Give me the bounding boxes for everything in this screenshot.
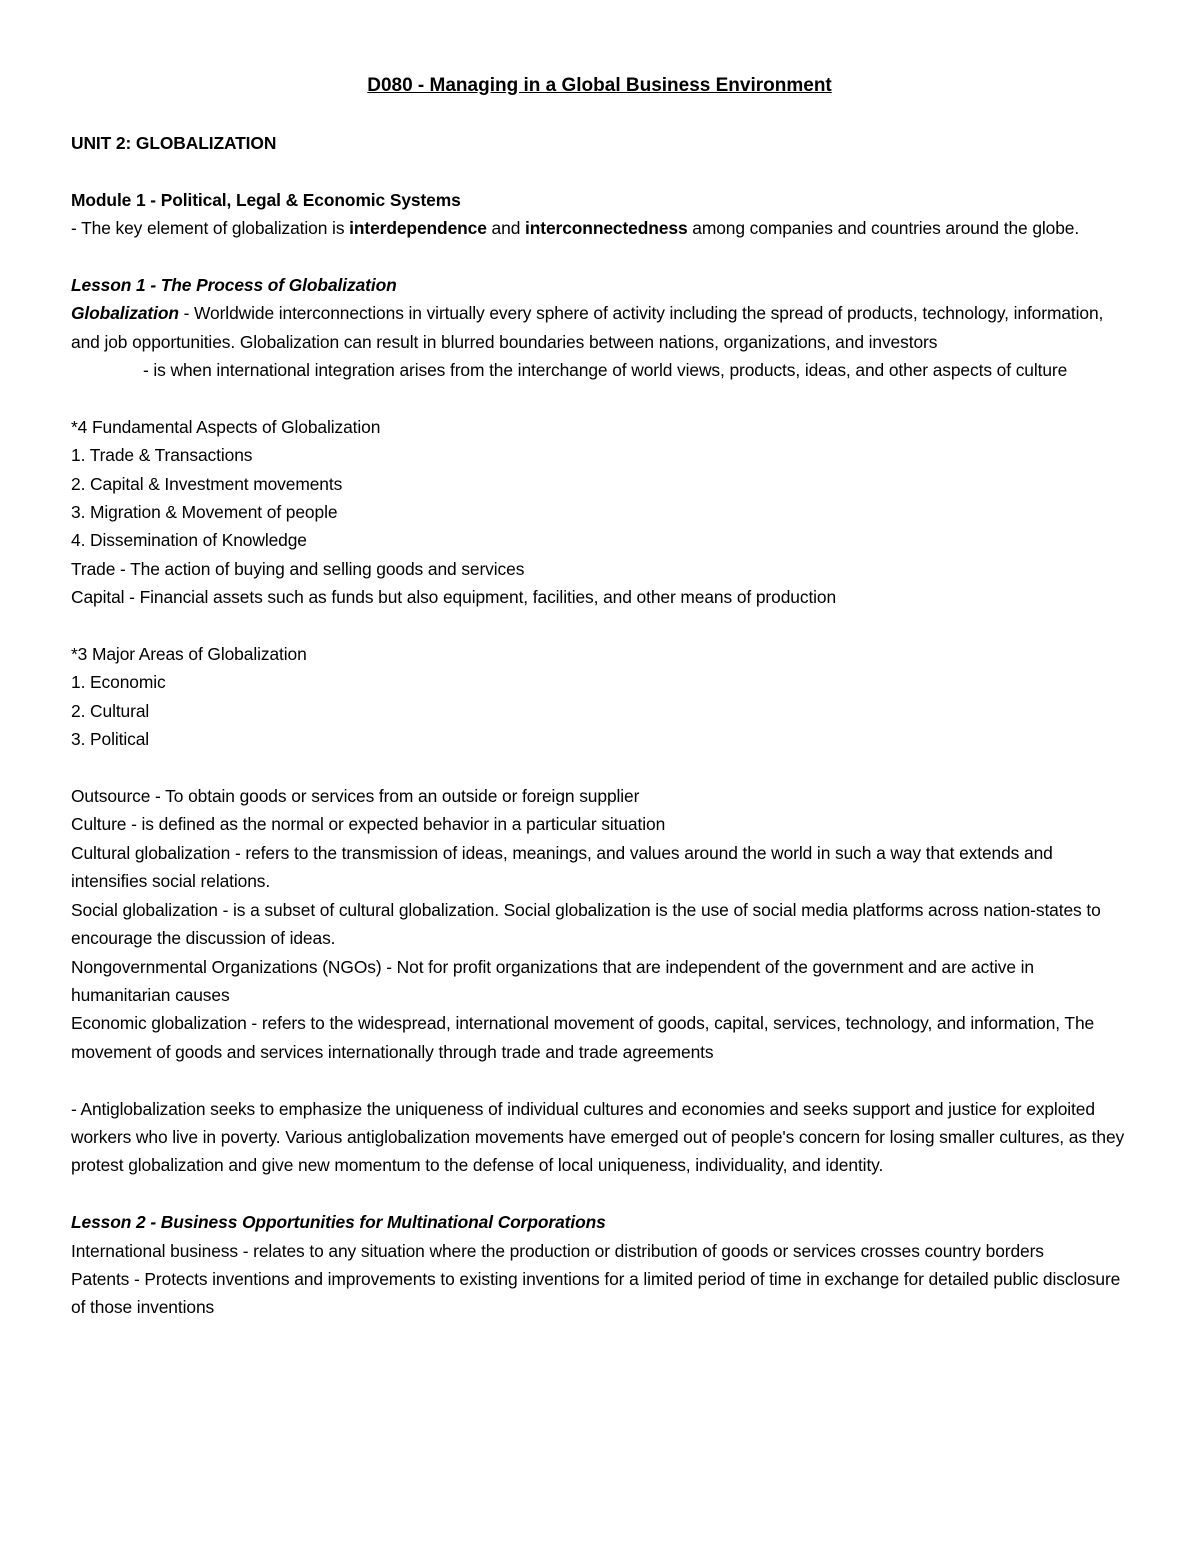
antiglobalization-paragraph: - Antiglobalization seeks to emphasize the uniqueness of individual cultures and economies and seeks support and justice for exploited workers who live in poverty. Various antiglobalization movements have emerged out of people's concern for losing smaller cultures, as they protest globalization and give new momentum to the defense of local uniqueness, individuality, and identity. xyxy=(71,1098,1125,1176)
unit-heading: UNIT 2: GLOBALIZATION xyxy=(71,132,277,153)
culture-definition: Culture - is defined as the normal or expected behavior in a particular situation xyxy=(71,814,666,835)
outsource-definition: Outsource - To obtain goods or services from an outside or foreign supplier xyxy=(71,786,640,807)
lesson2-heading: Lesson 2 - Business Opportunities for Multinational Corporations xyxy=(71,1212,606,1233)
major-area-1: 1. Economic xyxy=(71,672,166,693)
social-globalization-definition: Social globalization - is a subset of cultural globalization. Social globalization is the use of social media platforms across nation-states to encourage the discussion of ideas. xyxy=(71,899,1101,949)
fundamental-item-1: 1. Trade & Transactions xyxy=(71,445,253,466)
document-title: D080 - Managing in a Global Business Environment xyxy=(367,75,832,96)
document-body xyxy=(71,129,1128,1322)
economic-globalization-definition: Economic globalization - refers to the widespread, international movement of goods, capital, services, technology, and information, The movement of goods and services internationally through trade and trade agreements xyxy=(71,1013,1095,1062)
capital-definition: Capital - Financial assets such as funds but also equipment, facilities, and other means of production xyxy=(71,587,837,608)
cultural-globalization-definition: Cultural globalization - refers to the transmission of ideas, meanings, and values around the world in such a way that extends and intensifies social relations. xyxy=(71,842,1053,892)
fundamental-aspects-heading: *4 Fundamental Aspects of Globalization xyxy=(71,416,381,437)
globalization-term: Globalization xyxy=(71,303,179,324)
major-area-2: 2. Cultural xyxy=(71,700,150,721)
fundamental-item-2: 2. Capital & Investment movements xyxy=(71,473,343,494)
key-element-mid: and xyxy=(486,218,526,238)
key-element-paragraph xyxy=(71,214,1128,242)
globalization-definition-continued: - is when international integration arises from the interchange of world views, products, ideas, and other aspects of culture xyxy=(143,360,1068,381)
patents-definition: Patents - Protects inventions and improvements to existing inventions for a limited period of time in exchange for detailed public disclosure of those inventions xyxy=(71,1268,1121,1318)
key-element-pre: - The key element of globalization is xyxy=(71,218,350,238)
ngo-definition: Nongovernmental Organizations (NGOs) - Not for profit organizations that are independent of the government and are active in humanitarian causes xyxy=(71,956,1034,1005)
major-areas-heading: *3 Major Areas of Globalization xyxy=(71,644,307,665)
major-area-3: 3. Political xyxy=(71,729,150,750)
fundamental-item-3: 3. Migration & Movement of people xyxy=(71,502,338,523)
international-business-definition: International business - relates to any situation where the production or distribution of goods or services crosses country borders xyxy=(71,1240,1044,1261)
module-heading: Module 1 - Political, Legal & Economic Systems xyxy=(71,189,461,210)
key-term-interdependence: interdependence xyxy=(349,218,487,238)
globalization-definition-text: - Worldwide interconnections in virtually every sphere of activity including the spread of products, technology, information, and job opportunities. Globalization can result in blurred boundaries between nations, organizations, and investors xyxy=(71,303,1104,352)
key-element-post: among companies and countries around the globe. xyxy=(687,218,1080,238)
globalization-definition xyxy=(71,299,1128,356)
key-term-interconnectedness: interconnectedness xyxy=(525,218,688,238)
fundamental-item-4: 4. Dissemination of Knowledge xyxy=(71,530,307,551)
lesson1-heading: Lesson 1 - The Process of Globalization xyxy=(71,274,397,295)
trade-definition: Trade - The action of buying and selling goods and services xyxy=(71,558,525,579)
